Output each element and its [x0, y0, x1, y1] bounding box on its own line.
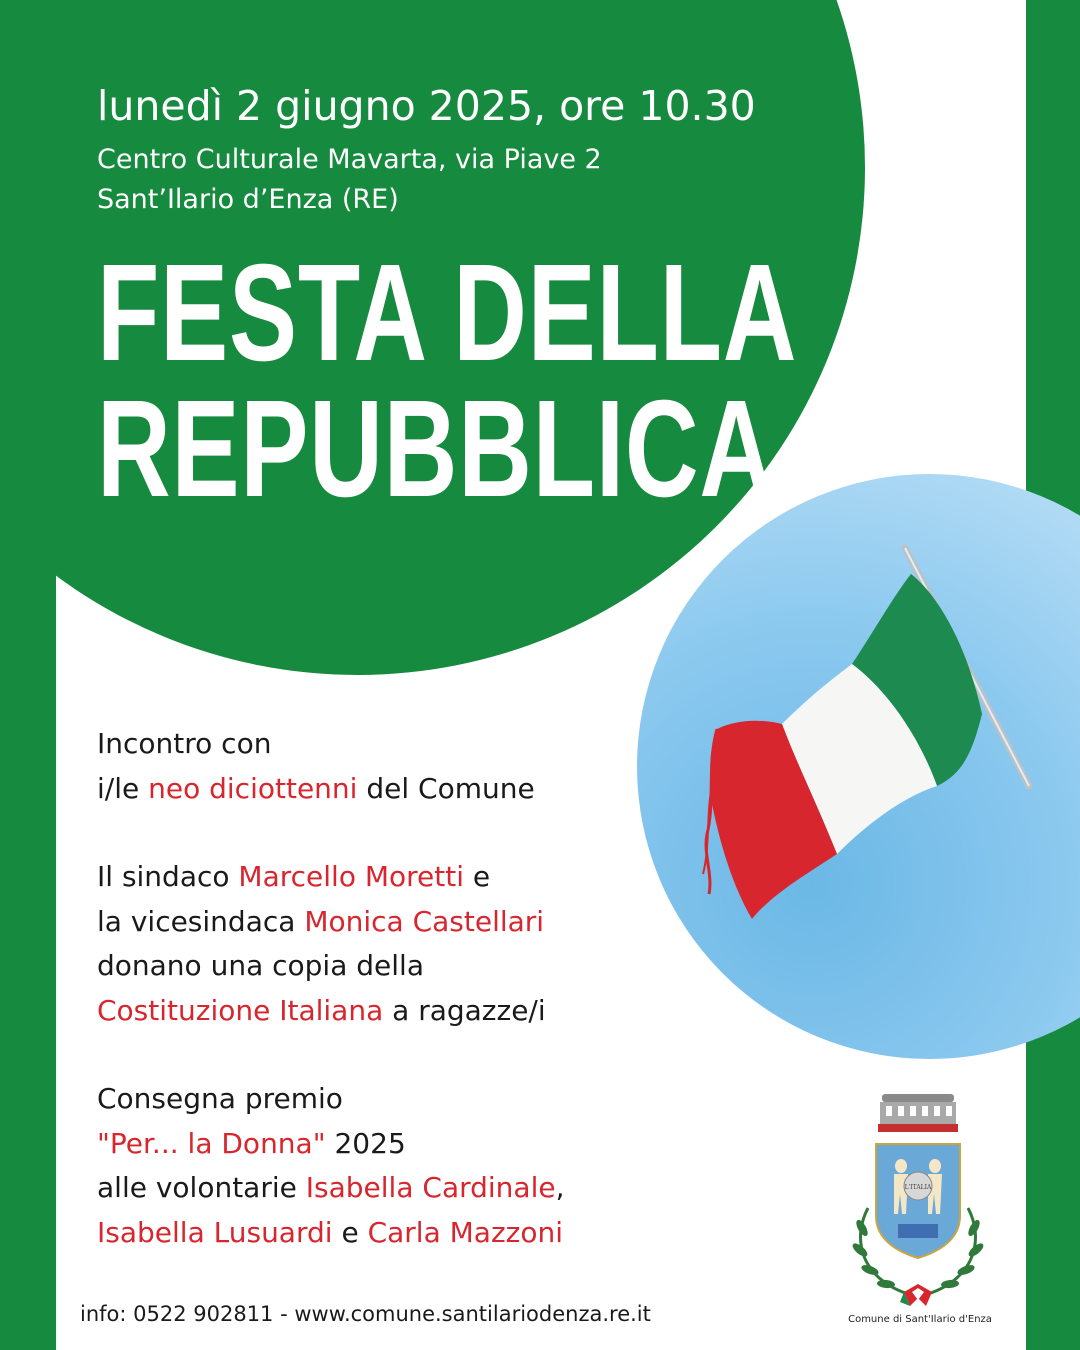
award-line-1: Consegna premio — [97, 1082, 343, 1115]
crest-shield-text: L'ITALIA — [904, 1184, 932, 1191]
text-span: e — [332, 1215, 368, 1249]
meeting-line-1: Incontro con — [97, 727, 272, 760]
text-span: , — [555, 1171, 565, 1204]
event-venue — [97, 140, 602, 220]
award-line-4 — [97, 1211, 564, 1256]
text-span: Il sindaco — [97, 860, 239, 893]
text-span: del Comune — [357, 771, 535, 805]
meeting-line-2 — [97, 767, 564, 812]
text-span: alle volontarie — [97, 1171, 306, 1204]
highlight-neo-diciottenni: neo diciottenni — [148, 771, 358, 805]
award-line-2 — [97, 1122, 564, 1167]
highlight-award-name: "Per... la Donna" — [97, 1126, 326, 1160]
highlight-mayor-name: Marcello Moretti — [238, 860, 464, 893]
venue-address: Centro Culturale Mavarta, via Piave 2 — [97, 144, 602, 175]
title-line-2: REPUBBLICA — [97, 372, 774, 526]
award-line-3 — [97, 1166, 564, 1211]
event-date-time: lunedì 2 giugno 2025, ore 10.30 — [97, 82, 756, 130]
donation-line-1 — [97, 855, 564, 900]
crest-caption: Comune di Sant'Ilario d'Enza — [848, 1314, 992, 1325]
highlight-deputy-mayor-name: Monica Castellari — [304, 904, 545, 938]
highlight-volunteer-2: Isabella Lusuardi — [97, 1215, 333, 1249]
text-span: e — [464, 860, 491, 893]
municipal-crest-icon — [838, 1088, 998, 1318]
venue-town: Sant’Ilario d’Enza (RE) — [97, 184, 399, 215]
text-span: 2025 — [325, 1126, 406, 1160]
text-span: la vicesindaca — [97, 904, 305, 938]
text-span: i/le — [97, 771, 149, 805]
italian-flag-photo — [637, 474, 1080, 1059]
donation-line-3: donano una copia della — [97, 949, 424, 982]
title-line-1: FESTA DELLA — [97, 236, 798, 390]
donation-line-2 — [97, 900, 564, 945]
program-text — [97, 722, 564, 1255]
footer-contact-info: info: 0522 902811 - www.comune.santilariodenza.re.it — [80, 1302, 651, 1326]
text-span: a ragazze/i — [383, 993, 546, 1027]
highlight-volunteer-3: Carla Mazzoni — [367, 1215, 564, 1249]
donation-line-4 — [97, 989, 564, 1034]
highlight-volunteer-1: Isabella Cardinale — [305, 1171, 556, 1204]
highlight-constitution: Costituzione Italiana — [97, 993, 384, 1027]
event-title — [97, 236, 798, 526]
